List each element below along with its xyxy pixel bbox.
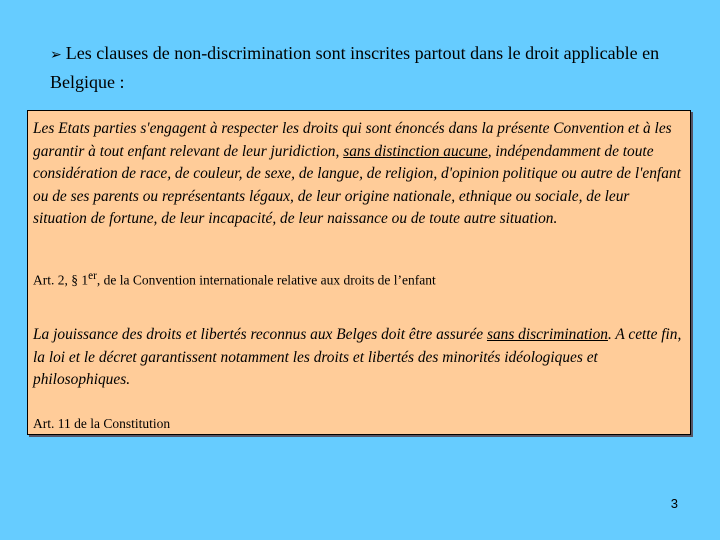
- underlined-phrase: sans distinction aucune: [343, 142, 488, 160]
- citation-text-part: , de la Convention internationale relative aux droits de l’enfant: [96, 272, 436, 288]
- bullet-text: Les clauses de non-discrimination sont inscrites partout dans le droit applicable en Belgique :: [50, 43, 660, 92]
- quote-text-part: La jouissance des droits et libertés reconnus aux Belges doit être assurée: [33, 326, 487, 343]
- constitution-quote: [33, 324, 685, 392]
- convention-citation: [33, 267, 436, 290]
- quote-box: [27, 110, 691, 435]
- convention-quote: [33, 118, 685, 231]
- page-number: 3: [670, 496, 678, 511]
- quote-text-part: , indépendamment de toute considération de race, de couleur, de sexe, de langue, de religion, d'opinion politique ou autre de l'enfant ou de ses parents ou représentants légaux, de leur origine nationale, ethnique ou sociale, de leur situation de fortune, de leur incapacité, de leur naissance ou de toute autre situation.: [33, 142, 681, 227]
- bullet-point: [50, 40, 670, 96]
- underlined-phrase: sans discrimination: [486, 326, 608, 343]
- constitution-citation: Art. 11 de la Constitution: [33, 416, 171, 431]
- citation-text-part: Art. 2, § 1: [33, 272, 89, 288]
- quote-text-part: Les Etats parties s'engagent à respecter les droits qui sont énoncés dans la présente Convention et à les garantir à tout enfant relevant de leur juridiction,: [33, 120, 672, 160]
- quote-text-part: . A cette fin, la loi et le décret garantissent notamment les droits et libertés des minorités idéologiques et philosophiques.: [33, 326, 682, 388]
- citation-superscript: er: [88, 270, 97, 282]
- arrow-bullet-icon: ➢: [50, 47, 62, 63]
